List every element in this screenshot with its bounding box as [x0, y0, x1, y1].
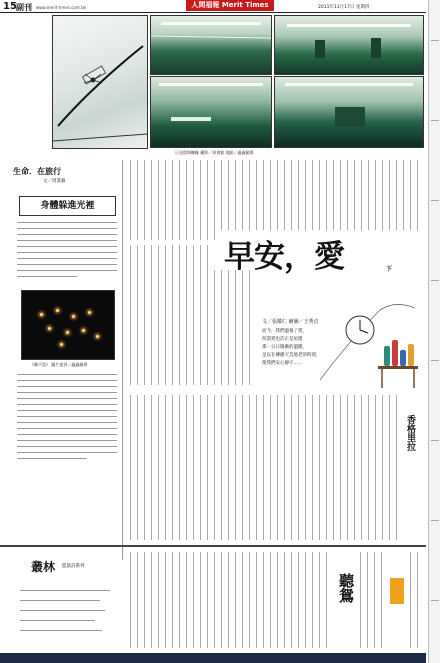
feature-title: 早安，愛: [224, 239, 344, 275]
side-article-title: 香格里拉: [405, 415, 415, 451]
header-rule: [0, 12, 426, 13]
page-footer-bar: [0, 653, 426, 663]
photo-green-stage-3: [150, 76, 272, 148]
photo-caption: 日光燈與蜘蛛 攝影／周書毅 地點／蟲蟲劇場: [175, 150, 254, 155]
column-author: 文／周書毅: [43, 179, 66, 184]
bottom-column-title: 叢林: [31, 560, 56, 574]
poem-line: 足以在傳播天荒地老的時刻，: [262, 353, 321, 358]
photo-green-stage-2: [274, 15, 424, 75]
column-section-head: [13, 166, 66, 184]
column-divider: [122, 160, 123, 560]
poem-line: 而今，我們溫養了愛，: [262, 329, 307, 334]
bottom-article-title: 聽鴛: [337, 573, 355, 603]
column-accent-block: [390, 578, 404, 604]
stage-lights-photo: [21, 290, 115, 360]
column-head-text: 生命．在旅行: [13, 166, 61, 176]
stage-photo-caption: 《關不島》 圖片提供／蟲蟲劇場: [30, 362, 88, 367]
poem-line: 那一日日陽漸的溫暖，: [262, 345, 307, 350]
issue-date: 2011年11月17日 星期四: [318, 5, 370, 10]
page-number: 15: [3, 1, 17, 12]
photo-green-stage-4: [274, 76, 424, 148]
poem-line: 所謂愛也許正是屋僅: [262, 337, 303, 342]
section-name: 副刊: [16, 3, 32, 12]
bottom-column-subtitle: 監獄詩系列: [62, 564, 85, 569]
feature-pull-quote: [260, 328, 342, 390]
newspaper-logo: 人間福報 Merit Times: [186, 0, 274, 11]
poem-line: 使我們安心靜守……: [262, 361, 303, 366]
feature-byline: 文／張耀仁 繪圖／王秀貞: [262, 319, 319, 325]
photo-spider-lamp: [52, 15, 148, 149]
section-divider: [0, 545, 426, 547]
photo-green-stage-1: [150, 15, 272, 75]
page-edge-strip: [428, 0, 440, 663]
column-title: 身體躲進光裡: [19, 196, 116, 216]
feature-part-label: 下: [386, 266, 393, 273]
site-url[interactable]: www.merit-times.com.tw: [36, 5, 86, 10]
